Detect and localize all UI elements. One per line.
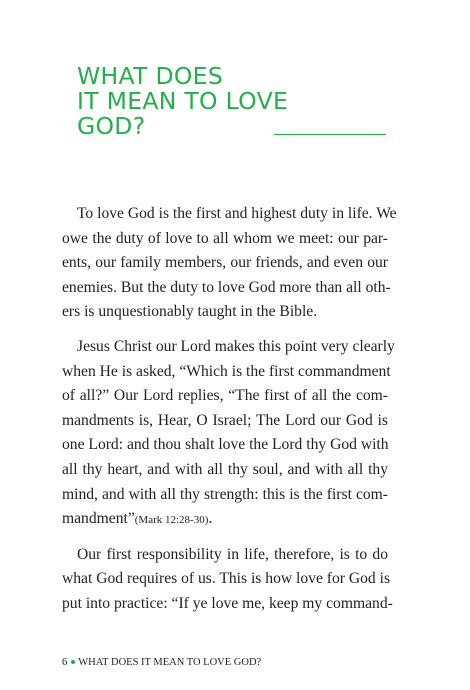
- text-line-with-citation: [62, 507, 388, 533]
- chapter-title-line: GOD?: [77, 112, 146, 140]
- paragraph-3: [62, 543, 393, 617]
- text-line: mandments is, Hear, O Israel; The Lord our God is: [62, 411, 388, 429]
- sentence-end: .: [208, 510, 213, 528]
- text-line: of all?” Our Lord replies, “The first of all the com-: [62, 387, 388, 405]
- text-line: Jesus Christ our Lord makes this point very clearly: [77, 337, 395, 355]
- text-line: all thy heart, and with all thy soul, and with all thy: [62, 460, 388, 478]
- running-head: WHAT DOES IT MEAN TO LOVE GOD?: [78, 657, 262, 668]
- page-number: 6: [62, 657, 68, 668]
- chapter-title: [77, 64, 337, 139]
- text-line: enemies. But the duty to love God more than all oth-: [62, 278, 391, 296]
- text-line: put into practice: “If ye love me, keep my command-: [62, 594, 393, 612]
- text-line: mandment”: [62, 510, 135, 528]
- text-line: owe the duty of love to all whom we meet: our par-: [62, 229, 388, 247]
- body-text: [62, 202, 397, 627]
- chapter-title-line: WHAT DOES: [77, 62, 224, 90]
- page-footer: [62, 657, 261, 668]
- text-line: when He is asked, “Which is the first commandment: [62, 362, 391, 380]
- text-line: ers is unquestionably taught in the Bible.: [62, 303, 318, 321]
- paragraph-2: [62, 335, 395, 533]
- text-line: mind, and with all thy strength: this is the first com-: [62, 485, 388, 503]
- title-rule: [274, 134, 386, 135]
- text-line: what God requires of us. This is how love for God is: [62, 570, 391, 588]
- paragraph-1: [62, 202, 397, 325]
- text-line: one Lord: and thou shalt love the Lord thy God with: [62, 436, 389, 454]
- text-line: Our first responsibility in life, therefore, is to do: [77, 545, 388, 563]
- chapter-title-line: IT MEAN TO LOVE: [77, 87, 289, 115]
- text-line: To love God is the first and highest duty in life. We: [77, 205, 397, 222]
- text-line: ents, our family members, our friends, and even our: [62, 254, 388, 272]
- scripture-citation: (Mark 12:28-30): [134, 514, 209, 527]
- bullet-dot-icon: [71, 660, 75, 664]
